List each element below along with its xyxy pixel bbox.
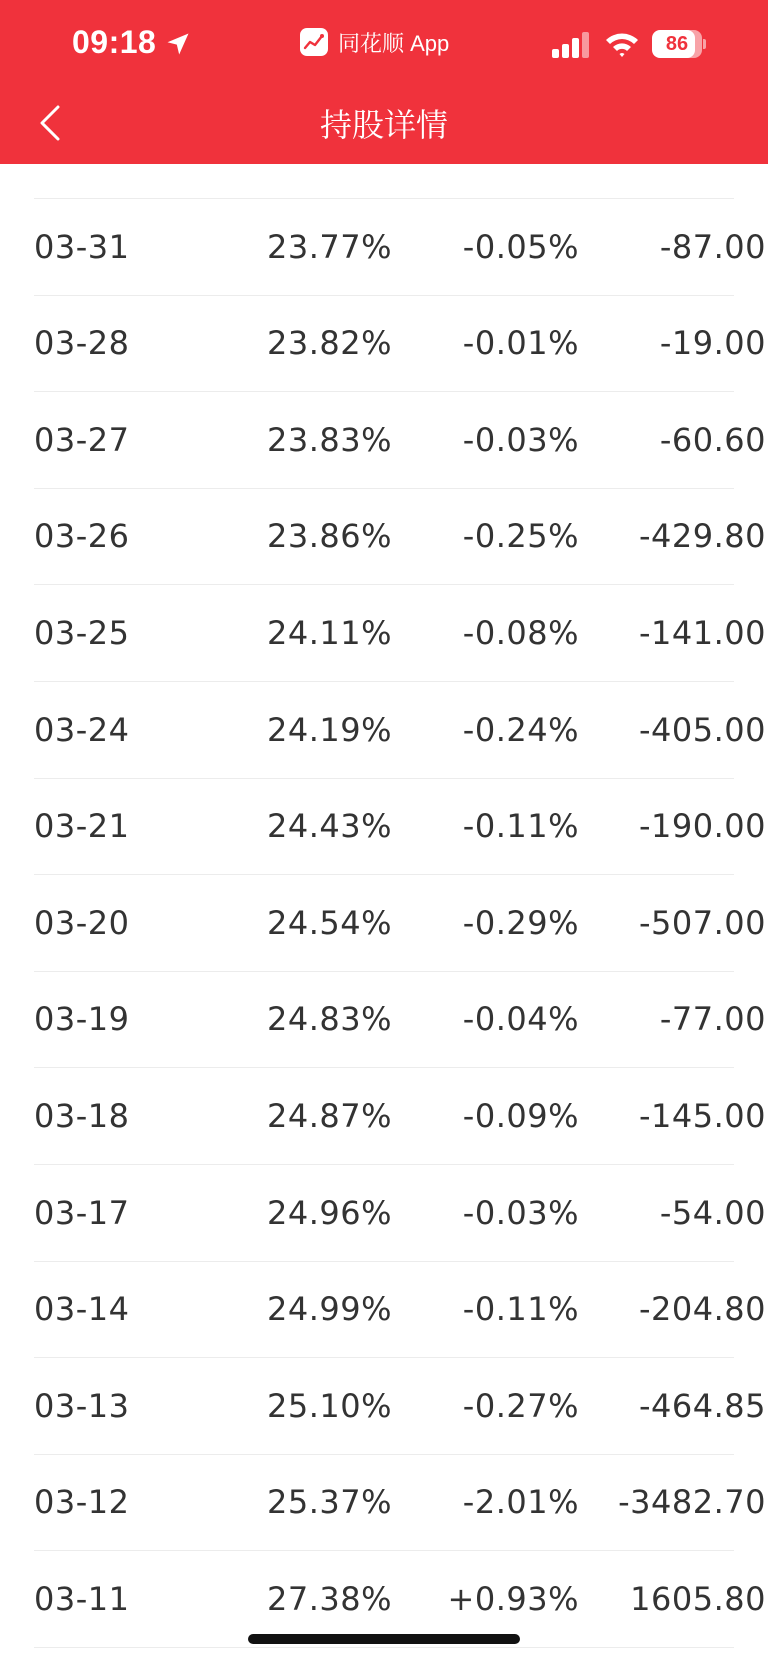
row-ratio-change: -0.29% — [462, 903, 579, 942]
wifi-icon — [604, 30, 640, 58]
row-ratio-change: -0.11% — [462, 807, 579, 846]
row-amount-change: -145.00 — [638, 1097, 766, 1135]
row-holding-ratio: 24.43% — [266, 807, 392, 846]
row-amount-change: -464.85 — [638, 1386, 766, 1425]
row-ratio-change: -0.25% — [462, 517, 579, 556]
row-holding-ratio: 27.38% — [266, 1580, 392, 1618]
home-indicator[interactable] — [248, 1634, 520, 1644]
battery-percent: 86 — [665, 33, 689, 55]
row-holding-ratio: 25.37% — [266, 1483, 392, 1522]
row-date: 03-13 — [34, 1386, 130, 1425]
row-holding-ratio: 23.82% — [266, 324, 392, 363]
row-ratio-change: -0.08% — [462, 614, 579, 652]
row-holding-ratio: 24.54% — [266, 903, 392, 942]
row-ratio-change: -0.27% — [462, 1386, 579, 1425]
table-row[interactable] — [34, 1068, 766, 1165]
row-holding-ratio: 24.11% — [266, 614, 392, 652]
row-holding-ratio: 24.83% — [266, 1000, 392, 1039]
row-holding-ratio: 23.83% — [266, 420, 392, 459]
cellular-signal-icon — [552, 32, 592, 58]
row-holding-ratio: 24.96% — [266, 1193, 392, 1232]
row-ratio-change: -0.03% — [462, 1193, 579, 1232]
table-row[interactable] — [34, 1165, 766, 1262]
row-date: 03-14 — [34, 1290, 130, 1329]
row-date: 03-12 — [34, 1483, 130, 1522]
battery-body — [652, 30, 702, 58]
row-holding-ratio: 23.86% — [266, 517, 392, 556]
row-holding-ratio: 24.87% — [266, 1097, 392, 1135]
row-holding-ratio: 24.99% — [266, 1290, 392, 1329]
table-row[interactable] — [34, 1261, 766, 1358]
row-date: 03-19 — [34, 1000, 130, 1039]
table-row[interactable] — [34, 488, 766, 585]
row-amount-change: -77.00 — [659, 1000, 766, 1039]
table-row[interactable] — [34, 971, 766, 1068]
row-ratio-change: -0.05% — [462, 227, 579, 266]
battery-cap — [703, 39, 706, 49]
battery-indicator — [652, 30, 706, 58]
row-amount-change: -141.00 — [638, 614, 766, 652]
table-row[interactable] — [34, 1358, 766, 1455]
row-amount-change: -507.00 — [638, 903, 766, 942]
app-header — [0, 0, 768, 164]
row-date: 03-31 — [34, 227, 130, 266]
row-holding-ratio: 24.19% — [266, 710, 392, 749]
status-time: 09:18 — [72, 24, 157, 60]
row-holding-ratio: 23.77% — [266, 227, 392, 266]
row-date: 03-18 — [34, 1097, 130, 1135]
row-ratio-change: -0.04% — [462, 1000, 579, 1039]
row-date: 03-17 — [34, 1193, 130, 1232]
return-to-app-chip[interactable] — [300, 26, 449, 58]
page-title: 持股详情 — [319, 106, 448, 144]
table-row[interactable] — [34, 875, 766, 972]
row-date: 03-11 — [34, 1580, 130, 1618]
row-amount-change: -60.60 — [659, 420, 766, 459]
table-row[interactable] — [34, 778, 766, 875]
row-amount-change: -54.00 — [659, 1193, 766, 1232]
row-holding-ratio: 25.10% — [266, 1386, 392, 1425]
row-date: 03-27 — [34, 420, 130, 459]
row-amount-change: -204.80 — [638, 1290, 766, 1329]
table-row[interactable] — [34, 682, 766, 779]
row-date: 03-20 — [34, 903, 130, 942]
table-row[interactable] — [34, 1454, 766, 1551]
row-ratio-change: -0.03% — [462, 420, 579, 459]
row-ratio-change: -0.24% — [462, 710, 579, 749]
app-logo-icon — [300, 28, 328, 56]
row-date: 03-24 — [34, 710, 130, 749]
row-ratio-change: -2.01% — [462, 1483, 579, 1522]
table-row[interactable] — [34, 199, 766, 296]
location-arrow-icon — [164, 30, 192, 58]
row-ratio-change: -0.11% — [462, 1290, 579, 1329]
row-amount-change: -19.00 — [659, 324, 766, 363]
row-ratio-change: -0.01% — [462, 324, 579, 363]
row-date: 03-26 — [34, 517, 130, 556]
row-ratio-change: -0.09% — [462, 1097, 579, 1135]
table-row[interactable] — [34, 392, 766, 489]
row-amount-change: 1605.80 — [630, 1580, 766, 1618]
row-amount-change: -87.00 — [659, 227, 766, 266]
row-amount-change: -190.00 — [638, 807, 766, 846]
table-row[interactable] — [34, 295, 766, 392]
row-date: 03-25 — [34, 614, 130, 652]
row-amount-change: -429.80 — [638, 517, 766, 556]
row-ratio-change: +0.93% — [447, 1580, 579, 1618]
row-date: 03-21 — [34, 807, 130, 846]
row-date: 03-28 — [34, 324, 130, 363]
app-name: 同花顺 App — [338, 30, 450, 56]
table-row[interactable] — [34, 585, 766, 682]
row-amount-change: -405.00 — [638, 710, 766, 749]
row-amount-change: -3482.70 — [618, 1483, 766, 1522]
